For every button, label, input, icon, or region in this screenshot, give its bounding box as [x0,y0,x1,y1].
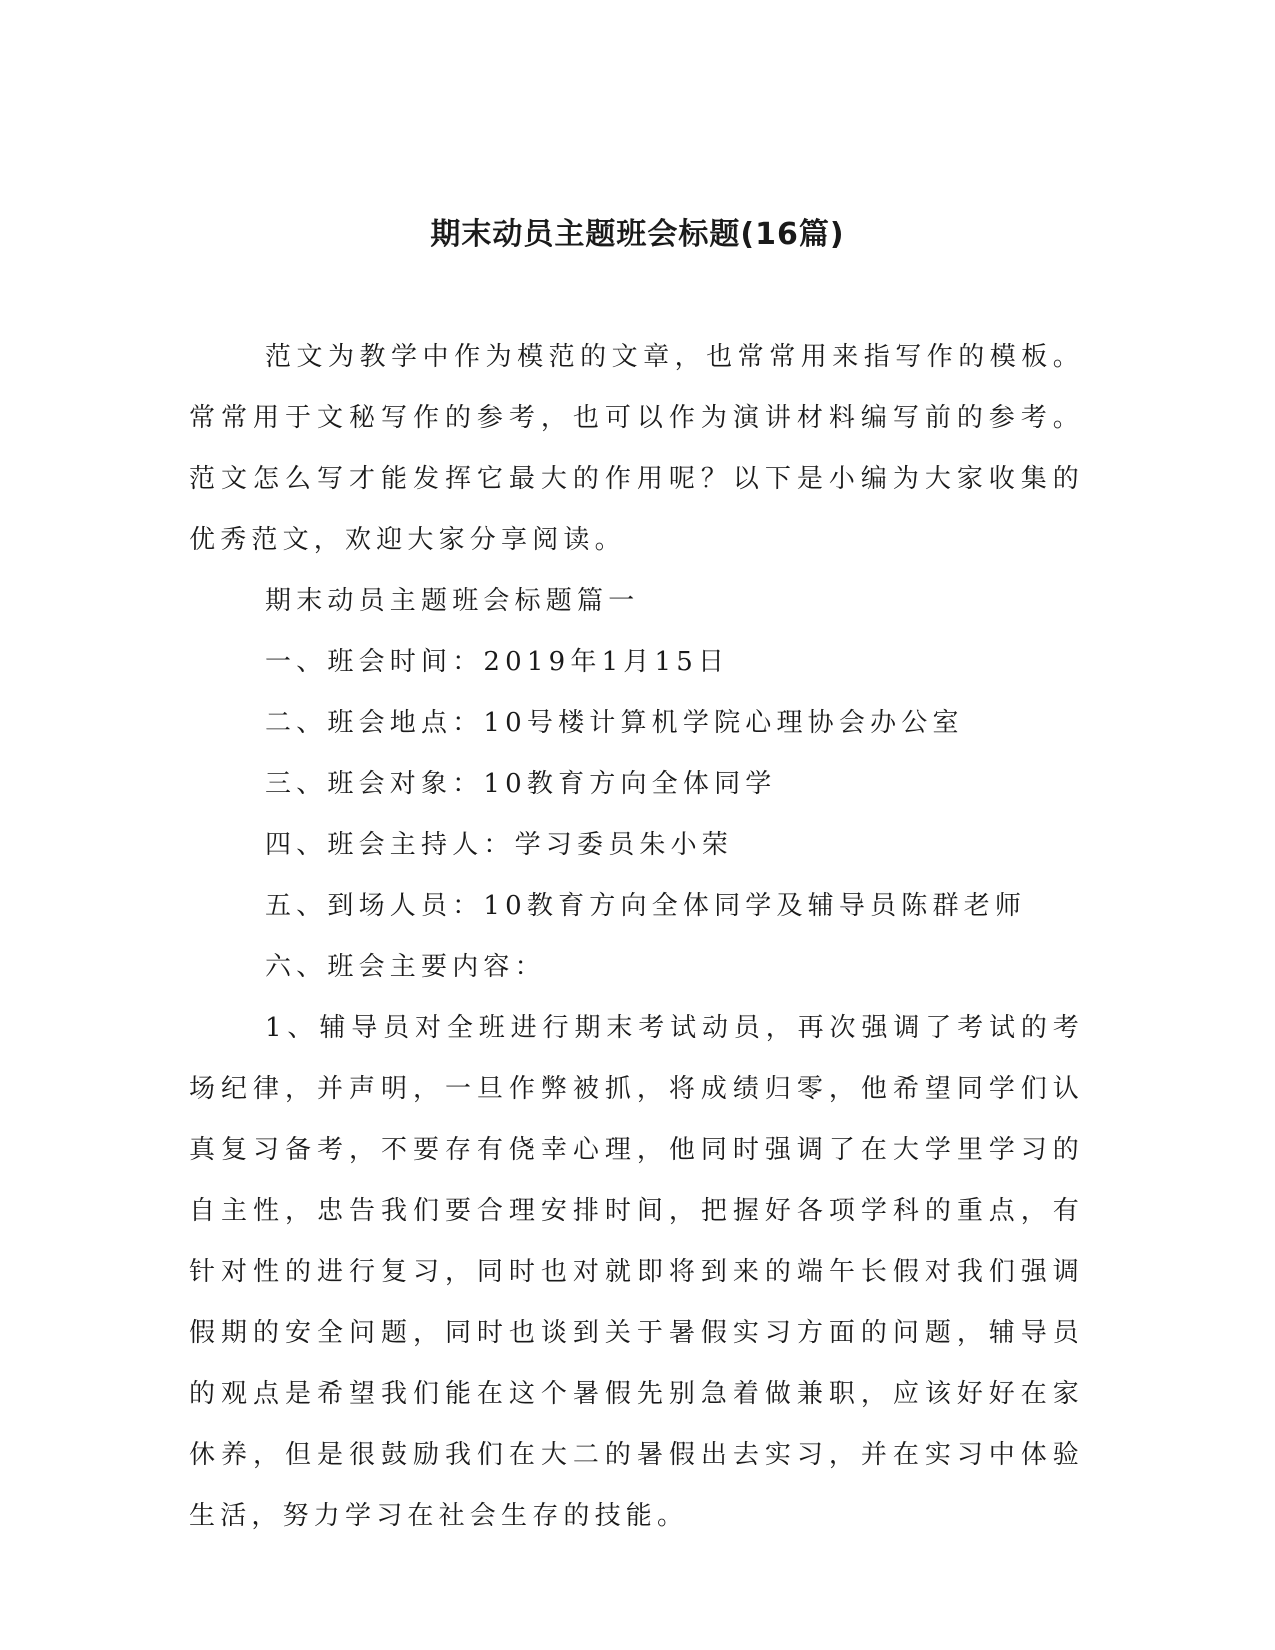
section-heading: 期末动员主题班会标题篇一 [265,586,640,616]
meeting-attendees: 五、到场人员：10教育方向全体同学及辅导员陈群老师 [265,891,1027,921]
meeting-content-heading: 六、班会主要内容： [265,952,546,982]
document-body [189,327,1084,1547]
intro-paragraph: 范文为教学中作为模范的文章，也常常用来指写作的模板。常常用于文秘写作的参考，也可以作为演讲材料编写前的参考。范文怎么写才能发挥它最大的作用呢？以下是小编为大家收集的优秀范文，欢迎大家分享阅读。 [189,342,1084,555]
document-title: 期末动员主题班会标题(16篇) [430,217,845,252]
content-item-1: 1、辅导员对全班进行期末考试动员，再次强调了考试的考场纪律，并声明，一旦作弊被抓，将成绩归零，他希望同学们认真复习备考，不要存有侥幸心理，他同时强调了在大学里学习的自主性，忠告我们要合理安排时间，把握好各项学科的重点，有针对性的进行复习，同时也对就即将到来的端午长假对我们强调假期的安全问题，同时也谈到关于暑假实习方面的问题，辅导员的观点是希望我们能在这个暑假先别急着做兼职，应该好好在家休养，但是很鼓励我们在大二的暑假出去实习，并在实习中体验生活，努力学习在社会生存的技能。 [189,1013,1084,1531]
meeting-host: 四、班会主持人：学习委员朱小荣 [265,830,734,860]
meeting-time: 一、班会时间：2019年1月15日 [265,647,730,677]
meeting-audience: 三、班会对象：10教育方向全体同学 [265,769,777,799]
meeting-location: 二、班会地点：10号楼计算机学院心理协会办公室 [265,708,964,738]
